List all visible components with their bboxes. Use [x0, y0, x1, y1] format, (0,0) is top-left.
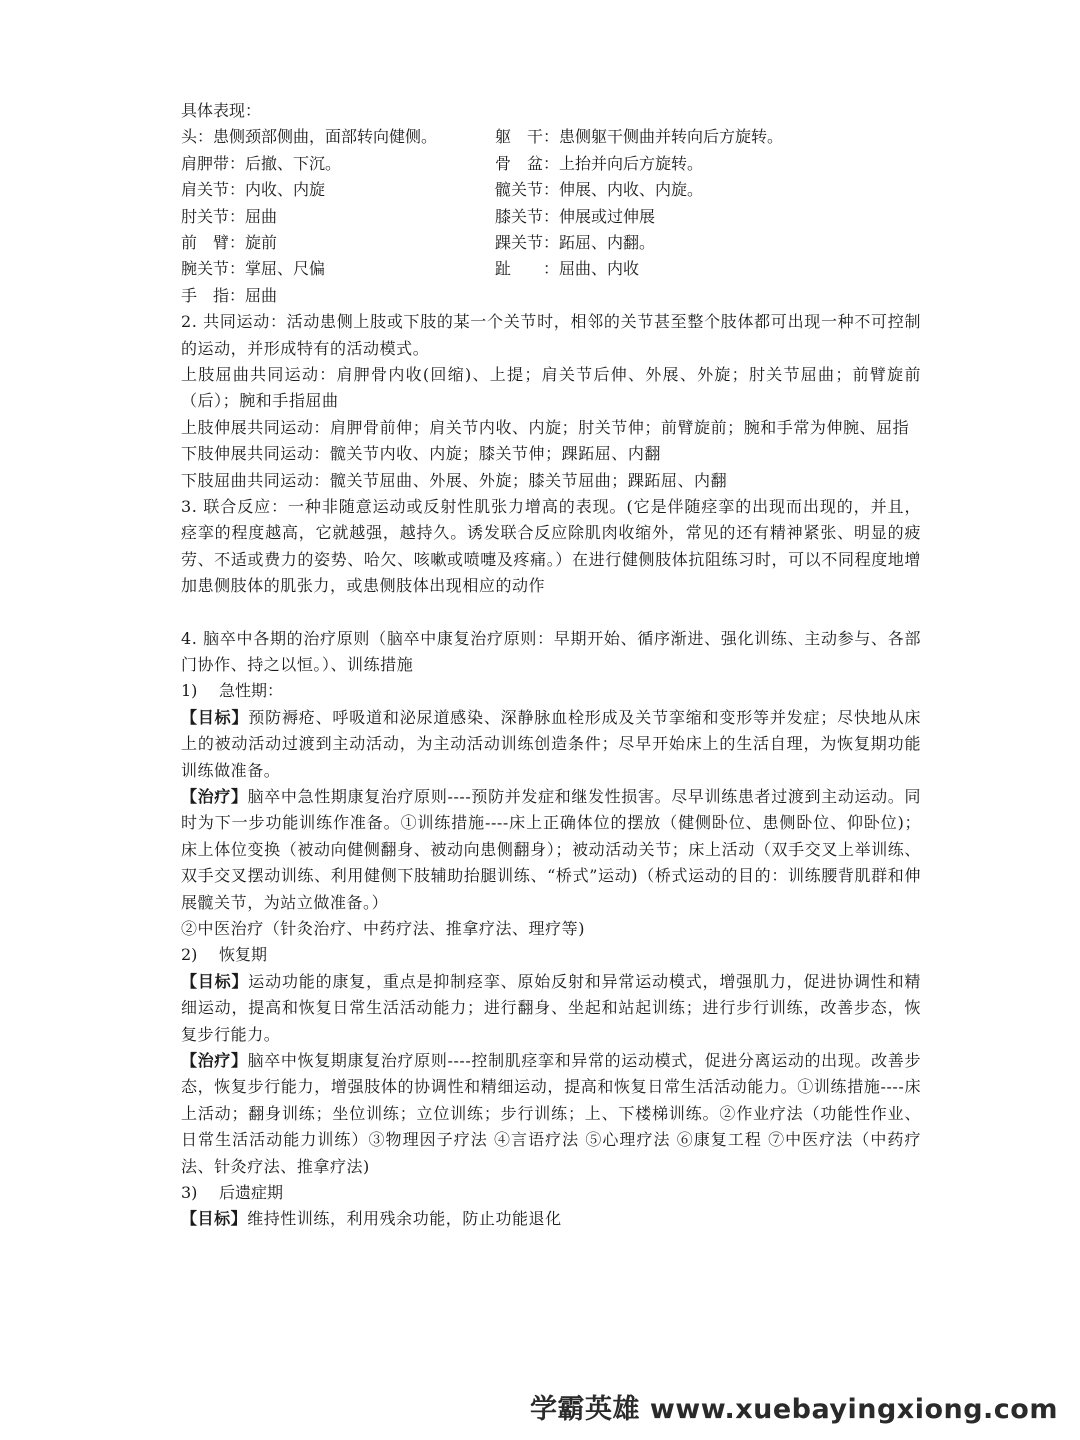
body-part-row: [181, 283, 921, 309]
body-part-row: [181, 256, 921, 282]
paragraph-gap: [181, 600, 921, 626]
lower-extension-synergy: 下肢伸展共同运动：髋关节内收、内旋；膝关节伸；踝跖屈、内翻: [181, 444, 661, 464]
acute-treatment-text: 脑卒中急性期康复治疗原则----预防并发症和继发性损害。尽早训练患者过渡到主动运动。同时为下一步功能训练作准备。①训练措施----床上正确体位的摆放（健侧卧位、患侧卧位、仰卧位)；床上体位变换（被动向健侧翻身、被动向患侧翻身）；被动活动关节；床上活动（双手交叉上举训练、双手交叉摆动训练、利用健侧下肢辅助抬腿训练、“桥式”运动)（桥式运动的目的：训练腰背肌群和伸展髋关节，为站立做准备。）: [181, 787, 921, 912]
acute-goal-text: 预防褥疮、呼吸道和泌尿道感染、深静脉血栓形成及关节挛缩和变形等并发症；尽快地从床上的被动活动过渡到主动活动，为主动活动训练创造条件；尽早开始床上的生活自理，为恢复期功能训练做准备。: [181, 707, 921, 780]
body-part-left: 腕关节：掌屈、尺偏: [181, 259, 326, 279]
acute-stage-title: 急性期：: [219, 681, 284, 701]
recovery-stage-number: 2): [181, 945, 198, 965]
treatment-principles: 4. 脑卒中各期的治疗原则（脑卒中康复治疗原则：早期开始、循序渐进、强化训练、主动参与、各部门协作、持之以恒。）、训练措施: [181, 628, 921, 674]
body-part-right: 躯 干：患侧躯干侧曲并转向后方旋转。: [495, 127, 784, 147]
intro-heading: 具体表现：: [181, 101, 262, 120]
goal-tag: 【目标】: [181, 1209, 248, 1229]
body-part-row: [181, 177, 921, 203]
recovery-goal: [181, 969, 921, 1048]
body-part-row: [181, 151, 921, 177]
acute-treatment: [181, 784, 921, 916]
recovery-goal-text: 运动功能的康复，重点是抑制痉挛、原始反射和异常运动模式，增强肌力，促进协调性和精细运动，提高和恢复日常生活活动能力；进行翻身、坐起和站起训练；进行步行训练，改善步态，恢复步行能力。: [181, 971, 921, 1044]
body-part-left: 肩关节：内收、内旋: [181, 180, 326, 200]
body-part-right: 髋关节：伸展、内收、内旋。: [495, 180, 704, 200]
synergy-intro: 2. 共同运动：活动患侧上肢或下肢的某一个关节时，相邻的关节甚至整个肢体都可出现一种不可控制的运动，并形成特有的活动模式。: [181, 312, 921, 358]
document-page: [181, 98, 921, 1233]
body-part-row: [181, 204, 921, 230]
associated-reaction: 3. 联合反应：一种非随意运动或反射性肌张力增高的表现。(它是伴随痉挛的出现而出现的，并且，痉挛的程度越高，它就越强，越持久。诱发联合反应除肌肉收缩外，常见的还有精神紧张、明显的疲劳、不适或费力的姿势、哈欠、咳嗽或喷嚏及疼痛。）在进行健侧肢体抗阻练习时，可以不同程度地增加患侧肢体的肌张力，或患侧肢体出现相应的动作: [181, 496, 921, 596]
body-part-right: 踝关节：跖屈、内翻。: [495, 232, 656, 252]
sequelae-goal: [181, 1206, 921, 1232]
treatment-tag: 【治疗】: [181, 1051, 248, 1071]
goal-tag: 【目标】: [181, 971, 249, 991]
recovery-treatment-text: 脑卒中恢复期康复治疗原则----控制肌痉挛和异常的运动模式，促进分离运动的出现。改善步态，恢复步行能力，增强肢体的协调性和精细运动，提高和恢复日常生活活动能力。①训练措施----床上活动；翻身训练；坐位训练；立位训练；步行训练；上、下楼梯训练。②作业疗法（功能性作业、日常生活活动能力训练）③物理因子疗法 ④言语疗法 ⑤心理疗法 ⑥康复工程 ⑦中医疗法（中药疗法、针灸疗法、推拿疗法): [181, 1051, 921, 1176]
body-part-left: 头：患侧颈部侧曲，面部转向健侧。: [181, 127, 438, 147]
body-part-left: 肘关节：屈曲: [181, 206, 278, 226]
body-part-right: 膝关节：伸展或过伸展: [495, 206, 656, 226]
body-part-left: 肩胛带：后撤、下沉。: [181, 153, 342, 173]
site-watermark: 学霸英雄 www.xuebayingxiong.com: [529, 1394, 1058, 1425]
recovery-stage-heading: [181, 942, 921, 968]
treatment-tag: 【治疗】: [181, 787, 248, 807]
upper-flexion-synergy: 上肢屈曲共同运动：肩胛骨内收(回缩)、上提；肩关节后伸、外展、外旋；肘关节屈曲；前臂旋前（后）；腕和手指屈曲: [181, 364, 921, 411]
sequelae-stage-heading: [181, 1180, 921, 1206]
upper-extension-synergy: 上肢伸展共同运动：肩胛骨前伸；肩关节内收、内旋；肘关节伸；前臂旋前；腕和手常为伸腕、屈指: [181, 417, 910, 437]
goal-tag: 【目标】: [181, 707, 249, 727]
body-part-right: 骨 盆：上抬并向后方旋转。: [495, 153, 704, 173]
recovery-treatment: [181, 1048, 921, 1180]
sequelae-goal-text: 维持性训练，利用残余功能，防止功能退化: [247, 1209, 562, 1229]
body-part-left: 手 指：屈曲: [181, 285, 278, 305]
lower-flexion-synergy: 下肢屈曲共同运动：髋关节屈曲、外展、外旋；膝关节屈曲；踝跖屈、内翻: [181, 470, 728, 490]
body-part-right: 趾 ：屈曲、内收: [495, 259, 640, 279]
sequelae-stage-number: 3): [181, 1183, 198, 1203]
body-part-row: [181, 230, 921, 256]
acute-goal: [181, 705, 921, 784]
body-part-row: [181, 124, 921, 150]
acute-stage-number: 1): [181, 681, 198, 701]
acute-stage-heading: [181, 678, 921, 704]
recovery-stage-title: 恢复期: [219, 945, 268, 965]
body-parts-list: [181, 124, 921, 309]
sequelae-stage-title: 后遗症期: [219, 1183, 284, 1203]
body-part-left: 前 臂：旋前: [181, 232, 278, 252]
acute-tcm: ②中医治疗（针灸治疗、中药疗法、推拿疗法、理疗等): [181, 919, 585, 939]
